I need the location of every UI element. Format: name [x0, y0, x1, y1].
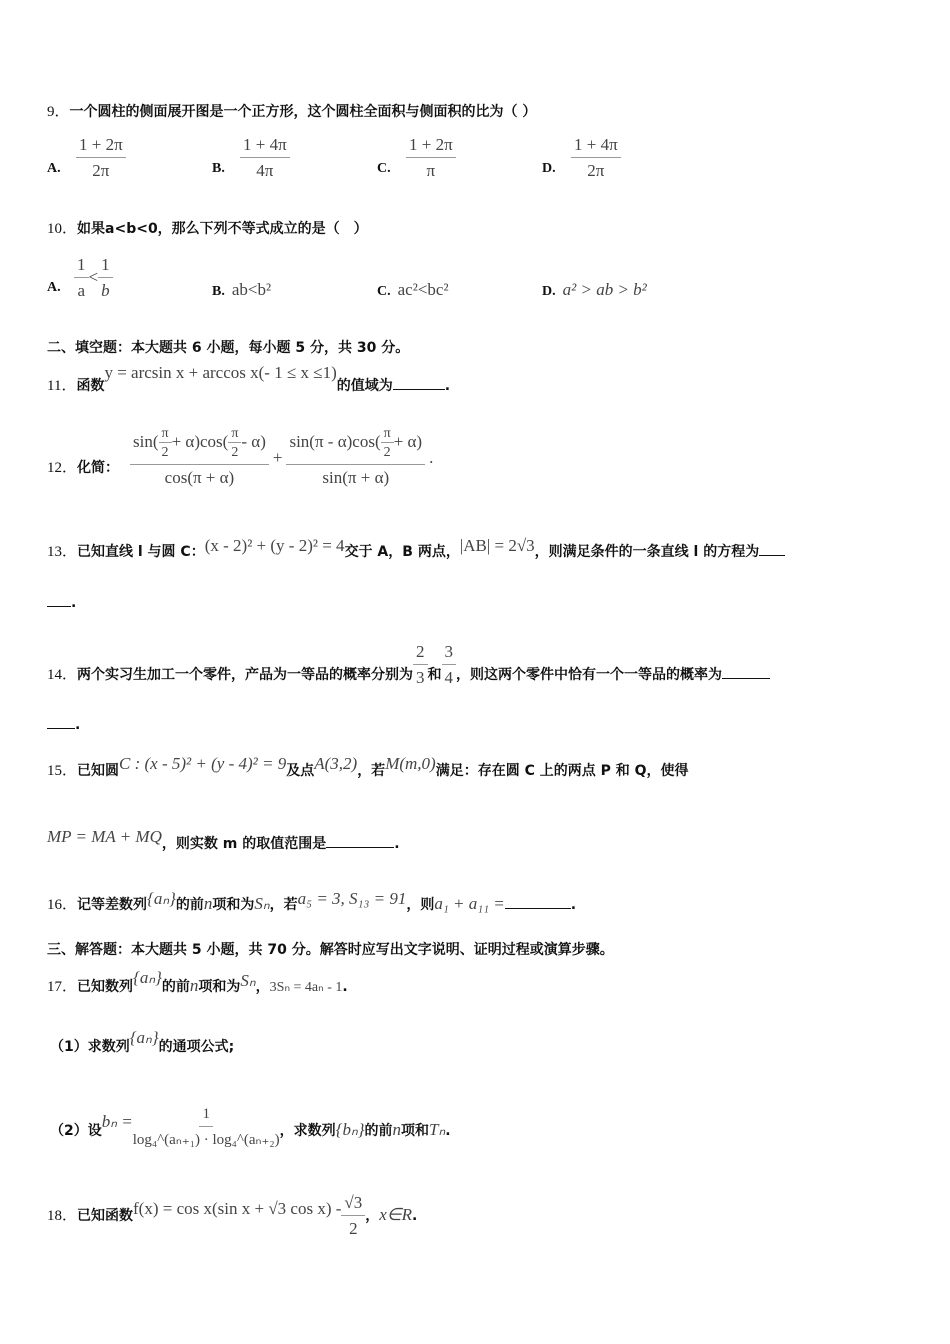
question-17 — [47, 968, 348, 998]
question-number: 14． — [47, 667, 78, 683]
denominator: 2π — [92, 161, 110, 180]
question-14-continued — [47, 714, 80, 735]
question-text: 一个圆柱的侧面展开图是一个正方形，这个圆柱全面积与侧面积的比为（ ） — [69, 104, 537, 120]
option-label: D. — [542, 284, 556, 299]
answer-blank[interactable] — [393, 375, 445, 390]
q10-option-d — [542, 280, 647, 300]
answer-blank[interactable] — [326, 833, 394, 848]
math-text: π — [381, 426, 394, 443]
math-expression: a₁ + a₁₁ = — [434, 894, 505, 913]
question-number: 18． — [47, 1208, 78, 1224]
math-expression: (x - 2)² + (y - 2)² = 4 — [204, 536, 345, 555]
math-expression: 3Sₙ = 4aₙ - 1 — [269, 980, 343, 995]
question-text: 两个实习生加工一个零件，产品为一等品的概率分别为 — [77, 667, 414, 683]
math-expression: {bₙ} — [335, 1120, 365, 1139]
numerator: 1 + 2π — [76, 134, 126, 158]
math-text: 2 — [383, 445, 391, 460]
math-text: sin( — [133, 431, 159, 451]
math-expression: bₙ = — [101, 1112, 133, 1131]
punctuation: ， — [365, 1208, 380, 1224]
question-number: 13． — [47, 544, 78, 560]
question-text: 已知直线 l 与圆 C： — [77, 544, 205, 560]
q9-option-d — [571, 134, 621, 182]
math-expression: C : (x - 5)² + (y - 4)² = 9 — [119, 754, 287, 773]
denominator: 2π — [587, 161, 605, 180]
operator: < — [88, 267, 99, 287]
question-text: 化简： — [77, 460, 120, 476]
question-14 — [47, 642, 770, 699]
section-heading-fill-in: 二、填空题：本大题共 6 小题，每小题 5 分，共 30 分。 — [47, 340, 410, 356]
option-expr: a² > ab > b² — [562, 280, 647, 299]
question-text: ，则实数 m 的取值范围是 — [161, 836, 327, 852]
math-text: π — [228, 426, 241, 443]
denominator: log₄^(aₙ₊₁) · log₄^(aₙ₊₂) — [132, 1132, 280, 1148]
math-expression: x∈R — [379, 1205, 412, 1224]
question-15-continued — [47, 827, 400, 854]
answer-blank[interactable] — [759, 541, 785, 556]
math-expression: a₅ = 3, S₁₃ = 91 — [297, 889, 407, 908]
answer-blank-continued[interactable] — [47, 592, 71, 607]
numerator: 3 — [442, 641, 457, 665]
q9-option-a — [76, 134, 126, 182]
math-text: 2 — [231, 445, 239, 460]
denominator: π — [426, 161, 436, 180]
numerator: 1 — [74, 254, 89, 278]
question-text: 项和为 — [212, 897, 255, 913]
question-number: 9． — [47, 104, 70, 120]
question-text: 及点 — [286, 763, 315, 779]
denominator: 2 — [349, 1219, 358, 1238]
question-number: 15． — [47, 763, 78, 779]
math-expression: {aₙ} — [129, 1028, 159, 1047]
question-text: 的前 — [175, 897, 204, 913]
math-text: + α) — [393, 431, 423, 451]
answer-blank-continued[interactable] — [47, 714, 75, 729]
punctuation: . — [342, 979, 348, 995]
denominator: 4π — [256, 161, 274, 180]
question-text: ，则 — [406, 897, 435, 913]
math-expression: y = arcsin x + arccos x(- 1 ≤ x ≤1) — [104, 363, 337, 382]
operator: + — [272, 447, 283, 467]
punctuation: . — [570, 897, 577, 913]
question-text: 已知数列 — [77, 979, 134, 995]
question-text: ，若 — [357, 763, 386, 779]
math-expression: n — [203, 894, 213, 913]
question-17-part-1 — [50, 1028, 235, 1057]
question-text: 已知函数 — [77, 1208, 134, 1224]
q9-option-c — [406, 134, 456, 182]
fraction-1 — [130, 426, 269, 489]
denominator: 3 — [416, 668, 425, 687]
part-text: （2）设 — [50, 1123, 102, 1139]
q12-expression — [130, 426, 433, 489]
question-number: 10． — [47, 221, 78, 237]
part-text: 项和 — [401, 1123, 430, 1139]
question-12-label — [47, 458, 119, 478]
math-expression: |AB| = 2√3 — [459, 536, 535, 555]
math-text: sin(π - α)cos( — [289, 431, 381, 451]
question-text: 满足：存在圆 C 上的两点 P 和 Q，使得 — [435, 763, 689, 779]
denominator: cos(π + α) — [164, 468, 235, 487]
math-expression: n — [392, 1120, 402, 1139]
punctuation: . — [444, 378, 451, 394]
math-expression: Sₙ — [254, 894, 270, 913]
question-17-part-2 — [50, 1107, 451, 1155]
question-text: ，若 — [269, 897, 298, 913]
part-text: 的前 — [364, 1123, 393, 1139]
q9-option-b — [240, 134, 290, 182]
math-text: - α) — [241, 431, 266, 451]
question-text: 的前 — [161, 979, 190, 995]
math-expression: {aₙ} — [147, 889, 176, 908]
part-text: （1）求数列 — [50, 1039, 130, 1055]
question-number: 17． — [47, 979, 78, 995]
question-text: 交于 A，B 两点， — [344, 544, 460, 560]
numerator — [130, 426, 269, 465]
question-text: 项和为 — [198, 979, 241, 995]
question-10 — [47, 219, 368, 239]
punctuation: . — [445, 1123, 451, 1139]
option-expr: ab<b² — [231, 280, 272, 299]
option-expr: ac²<bc² — [397, 280, 449, 299]
question-text: 如果a<b<0，那么下列不等式成立的是（ ） — [77, 221, 368, 237]
denominator: a — [77, 281, 86, 300]
punctuation: . — [412, 1208, 418, 1224]
question-text: 的值域为 — [336, 378, 393, 394]
denominator: 4 — [444, 668, 454, 687]
question-number: 16． — [47, 897, 78, 913]
math-text: π — [159, 426, 172, 443]
q9-option-b-label: B. — [212, 161, 225, 176]
question-text: ，则这两个零件中恰有一个一等品的概率为 — [456, 667, 723, 683]
question-text: 和 — [427, 667, 442, 683]
question-number: 11． — [47, 378, 77, 394]
math-expression: n — [189, 976, 199, 995]
math-text: 2 — [161, 445, 169, 460]
question-text: ，则满足条件的一条直线 l 的方程为 — [534, 544, 760, 560]
punctuation: . — [75, 717, 81, 733]
math-expression: MP = MA + MQ — [47, 827, 162, 846]
numerator: 1 — [199, 1103, 213, 1127]
q10-option-a — [74, 254, 113, 302]
math-expression: {aₙ} — [133, 968, 162, 987]
question-15 — [47, 754, 689, 781]
question-9 — [47, 102, 536, 122]
answer-blank[interactable] — [722, 664, 770, 679]
question-text: 已知圆 — [77, 763, 120, 779]
question-11 — [47, 363, 451, 396]
question-16 — [47, 889, 577, 915]
math-expression: f(x) = cos x(sin x + √3 cos x) - — [133, 1199, 342, 1218]
punctuation: . — [71, 595, 77, 611]
numerator: 1 — [98, 254, 113, 278]
question-13-continued — [47, 592, 76, 613]
numerator: 1 + 4π — [571, 134, 621, 158]
numerator: √3 — [341, 1192, 365, 1216]
math-expression: M(m,0) — [385, 754, 436, 773]
punctuation: . — [429, 447, 434, 467]
q10-option-a-label: A. — [47, 280, 61, 295]
question-text: 记等差数列 — [77, 897, 148, 913]
numerator — [286, 426, 425, 465]
math-expression: Sₙ — [240, 971, 256, 990]
numerator: 1 + 2π — [406, 134, 456, 158]
punctuation: . — [394, 836, 400, 852]
denominator: sin(π + α) — [322, 468, 390, 487]
q10-option-b — [212, 280, 271, 300]
question-18 — [47, 1192, 417, 1240]
numerator: 1 + 4π — [240, 134, 290, 158]
question-number: 12． — [47, 460, 78, 476]
question-text: 函数 — [76, 378, 105, 394]
part-text: ，求数列 — [279, 1123, 336, 1139]
q10-option-c — [377, 280, 449, 300]
option-label: B. — [212, 284, 225, 299]
section-heading-solutions: 三、解答题：本大题共 5 小题，共 70 分。解答时应写出文字说明、证明过程或演算步骤。 — [47, 942, 614, 958]
numerator: 2 — [413, 641, 428, 665]
punctuation: ， — [255, 979, 270, 995]
math-text: + α)cos( — [171, 431, 229, 451]
q9-option-a-label: A. — [47, 161, 61, 176]
math-expression: Tₙ — [429, 1120, 446, 1139]
q9-option-c-label: C. — [377, 161, 391, 176]
question-13 — [47, 536, 785, 562]
denominator: b — [101, 281, 110, 300]
math-expression: A(3,2) — [314, 754, 358, 773]
answer-blank[interactable] — [505, 894, 571, 909]
fraction-2 — [286, 426, 425, 489]
part-text: 的通项公式; — [158, 1039, 235, 1055]
option-label: C. — [377, 284, 391, 299]
q9-option-d-label: D. — [542, 161, 556, 176]
